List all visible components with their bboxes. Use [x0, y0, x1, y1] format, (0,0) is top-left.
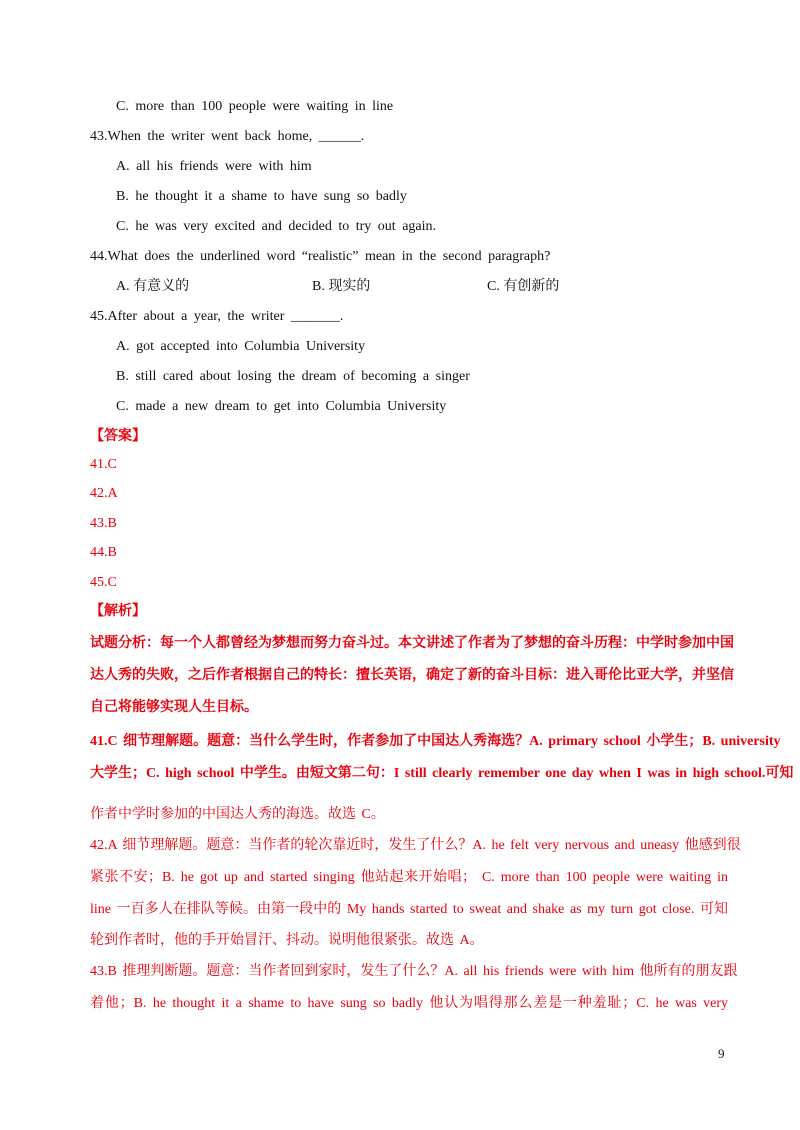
- q45-option-b: B. still cared about losing the dream of becoming a singer: [116, 369, 470, 384]
- q44-option-b: B. 现实的: [312, 279, 371, 294]
- answer-42: 42.A: [90, 486, 118, 501]
- answer-41: 41.C: [90, 457, 117, 472]
- q45-stem: 45.After about a year, the writer _______.: [90, 309, 344, 324]
- analysis-q43-line: 43.B 推理判断题。题意：当作者回到家时，发生了什么？A. all his friends were with him 他所有的朋友跟: [90, 964, 738, 979]
- answer-44: 44.B: [90, 545, 117, 560]
- q45-option-a: A. got accepted into Columbia University: [116, 339, 366, 354]
- q43-option-a: A. all his friends were with him: [116, 159, 312, 174]
- answer-45: 45.C: [90, 575, 117, 590]
- analysis-q41-line: 作者中学时参加的中国达人秀的海选。故选 C。: [90, 807, 385, 822]
- analysis-q41-line: 大学生；C. high school 中学生。由短文第二句：I still clearly remember one day when I was in high school.可知: [90, 766, 794, 781]
- analysis-q42-line: line 一百多人在排队等候。由第一段中的 My hands started to sweat and shake as my turn got close. 可知: [90, 902, 728, 917]
- q44-stem: 44.What does the underlined word “realistic” mean in the second paragraph?: [90, 249, 551, 264]
- answer-heading: 【答案】: [90, 429, 146, 444]
- q43-option-b: B. he thought it a shame to have sung so badly: [116, 189, 407, 204]
- analysis-q42-line: 42.A 细节理解题。题意：当作者的轮次靠近时，发生了什么？A. he felt very nervous and uneasy 他感到很: [90, 838, 741, 853]
- analysis-q42-line: 轮到作者时，他的手开始冒汗、抖动。说明他很紧张。故选 A。: [90, 933, 484, 948]
- analysis-q43-line: 着他；B. he thought it a shame to have sung so badly 他认为唱得那么差是一种羞耻；C. he was very: [90, 996, 728, 1011]
- analysis-q42-line: 紧张不安；B. he got up and started singing 他站起来开始唱； C. more than 100 people were waiting in: [90, 870, 728, 885]
- analysis-summary-line: 试题分析：每一个人都曾经为梦想而努力奋斗过。本文讲述了作者为了梦想的奋斗历程：中学时参加中国: [90, 636, 734, 651]
- analysis-heading: 【解析】: [90, 604, 146, 619]
- analysis-summary-line: 达人秀的失败，之后作者根据自己的特长：擅长英语，确定了新的奋斗目标：进入哥伦比亚大学，并坚信: [90, 668, 734, 683]
- analysis-summary-line: 自己将能够实现人生目标。: [90, 700, 258, 715]
- q42-option-c: C. more than 100 people were waiting in line: [116, 99, 394, 114]
- q44-option-c: C. 有创新的: [487, 279, 560, 294]
- q43-option-c: C. he was very excited and decided to try out again.: [116, 219, 437, 234]
- analysis-q41-line: 41.C 细节理解题。题意：当什么学生时，作者参加了中国达人秀海选？A. primary school 小学生；B. university: [90, 734, 781, 749]
- page-number: 9: [718, 1046, 725, 1061]
- q43-stem: 43.When the writer went back home, ______.: [90, 129, 365, 144]
- q45-option-c: C. made a new dream to get into Columbia University: [116, 399, 447, 414]
- q44-option-a: A. 有意义的: [116, 279, 190, 294]
- answer-43: 43.B: [90, 516, 117, 531]
